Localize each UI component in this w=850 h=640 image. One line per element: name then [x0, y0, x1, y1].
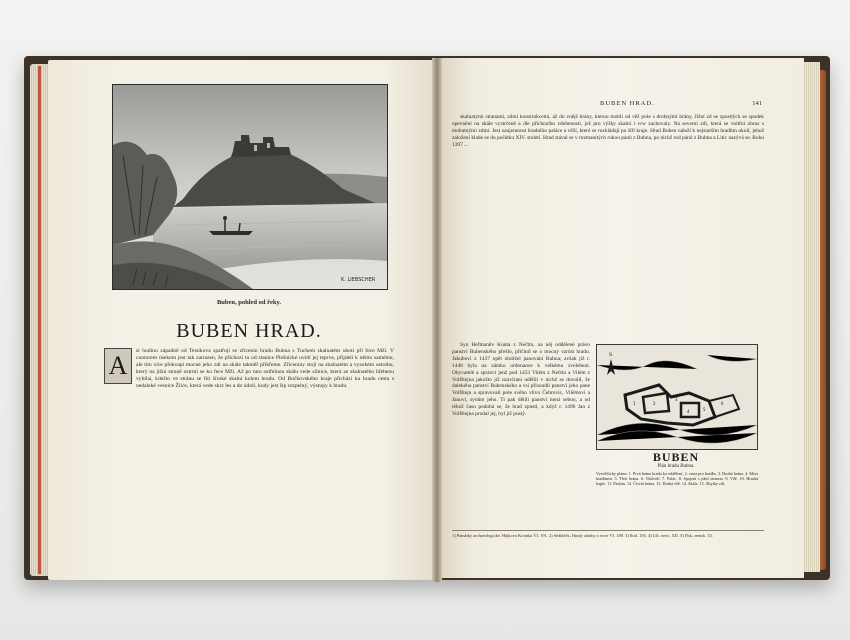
svg-text:4: 4 — [687, 409, 690, 414]
svg-text:5: 5 — [703, 407, 706, 412]
running-header-title: BUBEN HRAD. — [600, 100, 655, 107]
page-number: 141 — [752, 100, 762, 107]
plan-legend: Vysvětlivky plánu: 1. Prvá brána hradu ku oddělení, 2. cesta pro bradbr, 3. Druhá brána. 4. Mezi hradbami. 5. Třetí brána. 6. Nádvoří. 7. Palác. 8. Spojení s jižní stranou. 9. Věž. 10. Hradní kaple. 11. Parkán. 12. Čtvrtá brána. 13. Druhá věž. 14. Skála. 15. Zbytky zdí. — [596, 471, 758, 487]
svg-text:2: 2 — [653, 401, 656, 406]
right-page-paragraph: skalnatými stranami, zdmi konstrukcemi, až do vnějš brány, kterou mohli od věž pole s drobnými brány, Jižní zd se zpustlých se spodek opevnění na skále vystrčeně a dle příchozího zdobenosti, jež pro výšky skalní i vrw zachovaly. Na severní zdí, která se vnitřní obraz s mohutnými zdmi. Jest zaujemnost hradního paláce a věží, které se rozkládají po šíři kraje. Hrad Buben náleží k nejstarším hradům okolí, jehož založení klade se do počátku XIV. století. Hrad stával se v rozmanitých rukou pánů z Bubna, po nichž rod pánů z Bubna a Litic nazývá se. Roku 1397 ... — [452, 114, 764, 148]
svg-text:S: S — [609, 352, 613, 358]
right-page-column-text — [452, 342, 590, 530]
left-page-paragraph: si hodinu západně od Tetsikova spatřují se zřícenin hradu Bubna s Tuchem skalnatém ubotí při řece Mži. V contorem úsekem jest tak zatrazen, že příchozí tu od stanice Plešnické uvidí jej teprve, přijdeli k němu samému, ale tím více překvapí mocné jeho zdi na skále takměř příkřeme. Zřiceniny stojí na skalnatém a vysokém ostrohu, který na jižní straně ostrmí se ku řece Mži. Až po tuto ostřelnou skálu vede silnice, která ze skalnatého hřebenu vybíhá, kdežto ve stránu se řítí šíroké skalní kolem hradu. Od Bočkovského kraje přichází ku hradu cesta s nedaleké vesnice Žilov, která vede skrz les a do údolí, kudy jest šíp rozpelný, výstupy k hradu. — [136, 348, 394, 390]
artist-signature: K. LIEBSCHER — [341, 277, 376, 283]
castle-ruin-illustration — [112, 84, 388, 290]
footnotes: 1) Památky archaeologické. Hájkova Kronika VI. 191. 2) Sedláček, Hrady zámky a tvrze VI. 188. 3) Ibid. 156. 4) Lib. erect. XII. 5) Dsk. zemsk. 33. — [452, 530, 764, 561]
svg-text:6: 6 — [721, 401, 724, 406]
dropcap-initial: A — [104, 348, 132, 384]
illustration-caption: Buben, pohled od řeky. — [216, 299, 282, 306]
red-page-edge — [38, 66, 41, 574]
right-page-column-paragraph: Syn Heřmanův Kunta z Nečtin, na něj oddělené právo panství Bubenského přešlo, přičinil se o mocný vzrůst hradu. Jakubovi z 1437 opět obdržel panování Bubna; avšak již r. 1448 byla na zámku ordonance k velkému zvelebení. Obyvatelé a správci jenž pod 1453 Vilém z Nečtin a Vilém z Volfštejna jakožto již uzavíraní udělili v nichž se dovolil, že dalekého panství Bubenského a vsi přisoudil panství jeho pane Volfštejn a spravovali pole svého vlivu Čehrovic, Vilémovi a Janovi, synům jeho. Ti pak dělili panství mezi sebou, a od téhož času podobá se, že hrad zpustl, a když r. 1496 Jan z Volfštejna prodal jej, byl již pustý. — [452, 342, 590, 418]
running-header — [450, 100, 762, 110]
plan-subtitle: Plán hradu Bubna. — [657, 464, 695, 469]
plan-title: BUBEN — [652, 450, 700, 464]
svg-text:3: 3 — [675, 397, 678, 402]
svg-text:1: 1 — [633, 401, 636, 406]
right-page-body-text — [452, 114, 764, 340]
book-gutter — [432, 58, 442, 582]
castle-plan-map — [596, 344, 758, 450]
chapter-title: BUBEN HRAD. — [176, 320, 322, 342]
left-page-body-text — [104, 348, 394, 562]
